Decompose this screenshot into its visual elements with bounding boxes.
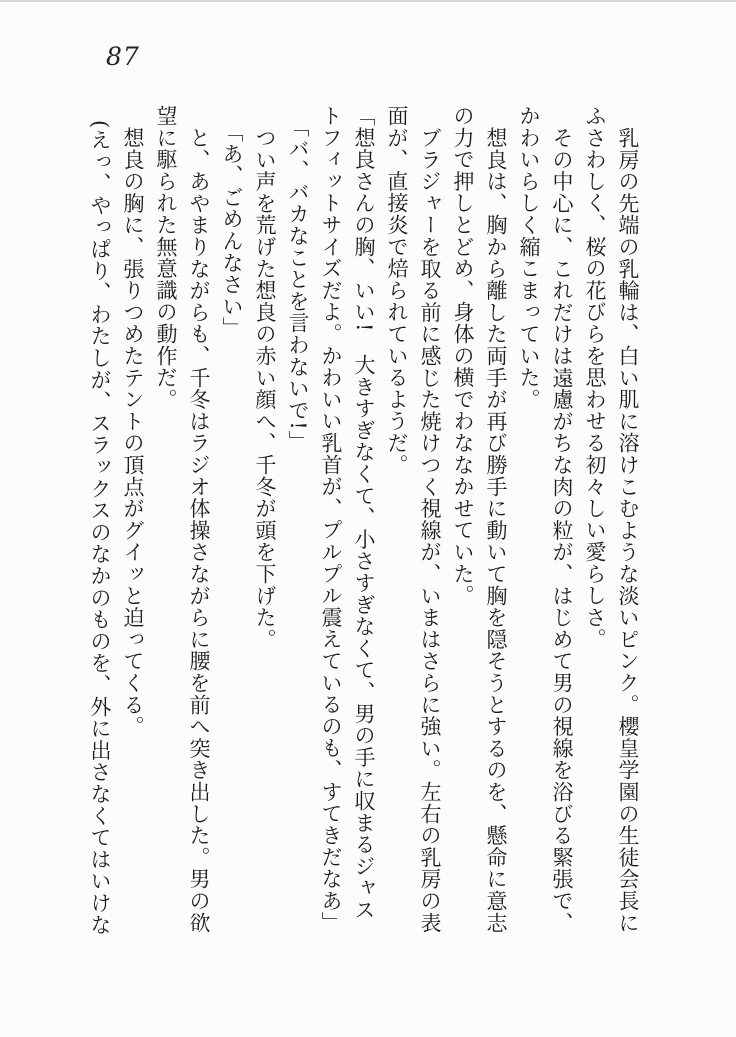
text-line: トフィットサイズだよ。かわいい乳首が、プルプル震えているのも、すてきだなあ」 (319, 105, 343, 934)
text-line: 面が、直接炎で焙られているようだ。 (385, 105, 409, 476)
text-line: と、あやまりながらも、千冬はラジオ体操さながらに腰を前へ突き出した。男の欲 (187, 126, 211, 934)
text-line: その中心に、これだけは遠慮がちな肉の粒が、はじめて男の視線を浴びる緊張で、 (550, 126, 574, 934)
vertical-text-block (77, 105, 638, 941)
text-line: 「あ、ごめんなさい」 (220, 121, 244, 340)
text-line: ブラジャーを取る前に感じた焼けつく視線が、いまはさらに強い。左右の乳房の表 (418, 126, 442, 934)
text-line: つい声を荒げた想良の赤い顔へ、千冬が頭を下げた。 (253, 126, 277, 650)
text-line: 「バ、バカなことを言わないで!」 (286, 115, 310, 453)
text-line: 望に駆られた無意識の動作だ。 (154, 105, 178, 411)
text-line: の力で押しとどめ、身体の横でわななかせていた。 (451, 105, 475, 607)
text-line: かわいらしく縮こまっていた。 (517, 105, 541, 411)
page-number: 87 (106, 42, 140, 71)
text-line: (えっ、やっぱり、わたしが、スラックスのなかのものを、外に出さなくてはいけな (88, 120, 112, 936)
text-line: ふさわしく、桜の花びらを思わせる初々しい愛らしさ。 (583, 105, 607, 650)
text-line: 「想良さんの胸、いい! 大きすぎなくて、小さすぎなくて、男の手に収まるジャス (352, 105, 376, 921)
text-line: 想良の胸に、張りつめたテントの頂点がグイッと迫ってくる。 (121, 126, 145, 738)
text-line: 乳房の先端の乳輪は、白い肌に溶けこむような淡いピンク。櫻皇学園の生徒会長に (616, 126, 640, 934)
text-line: 想良は、胸から離した両手が再び勝手に動いて胸を隠そうとするのを、懸命に意志 (484, 126, 508, 934)
